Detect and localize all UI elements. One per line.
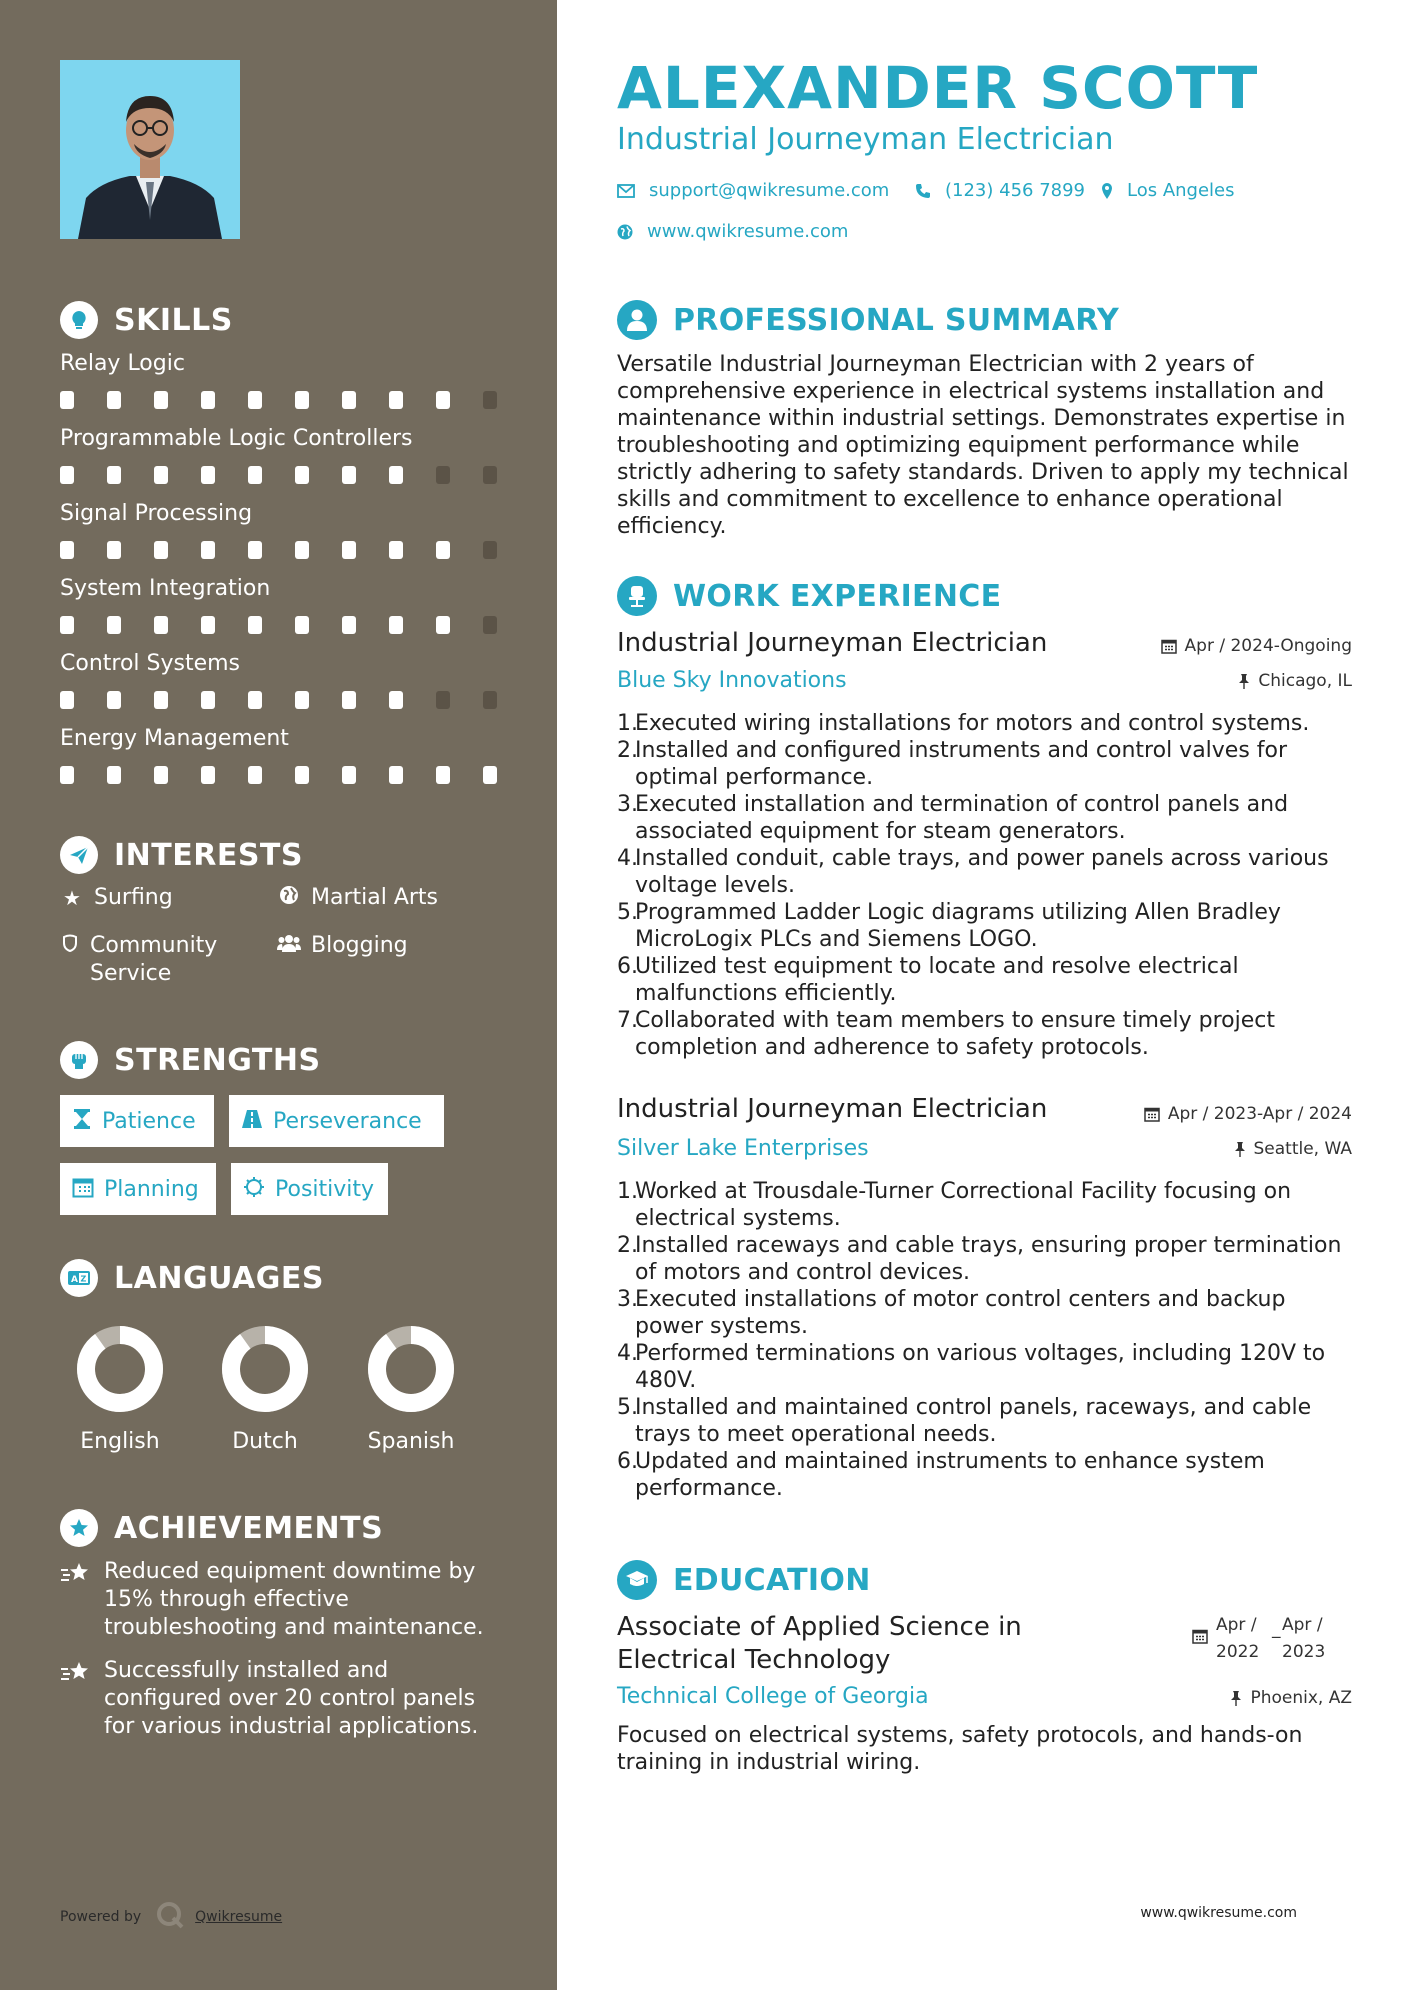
skill-rating-dot bbox=[483, 391, 497, 409]
achievement-text: Successfully installed and configured over 20 control panels for various industrial applications. bbox=[104, 1658, 479, 1739]
qwikresume-logo-icon bbox=[155, 1900, 185, 1934]
job-location-text: Seattle, WA bbox=[1253, 1139, 1352, 1159]
office-chair-icon bbox=[617, 576, 657, 616]
badge-icon bbox=[60, 932, 80, 960]
language-icon bbox=[60, 1259, 98, 1297]
main-content bbox=[617, 0, 1352, 1990]
skill-rating-dot bbox=[201, 466, 215, 484]
list-item: 5. Programmed Ladder Logic diagrams utilizing Allen Bradley MicroLogix PLCs and Siemens LOGO. bbox=[617, 900, 1281, 952]
job-dates bbox=[1144, 1104, 1352, 1124]
job-dates-text: Apr / 2023-Apr / 2024 bbox=[1167, 1104, 1352, 1124]
skill-rating-dot bbox=[201, 391, 215, 409]
skill-rating-dot bbox=[248, 391, 262, 409]
skill-rating-dot bbox=[107, 466, 121, 484]
skill-rating-dot bbox=[342, 466, 356, 484]
skill-rating-dot bbox=[60, 616, 74, 634]
shooting-star-icon bbox=[60, 1558, 92, 1642]
job-location-text: Chicago, IL bbox=[1258, 671, 1352, 691]
skill-rating bbox=[60, 766, 500, 784]
strengths-title: STRENGTHS bbox=[114, 1042, 321, 1078]
skill-rating-dot bbox=[201, 616, 215, 634]
skill-rating-dot bbox=[342, 391, 356, 409]
summary-heading bbox=[617, 300, 1119, 340]
calendar-icon bbox=[1144, 1106, 1160, 1122]
contact-website[interactable] bbox=[617, 221, 848, 242]
strength-label: Planning bbox=[104, 1176, 199, 1202]
strength-label: Patience bbox=[102, 1108, 196, 1134]
envelope-icon bbox=[617, 184, 635, 198]
skill-rating-dot bbox=[483, 691, 497, 709]
skill-rating-dot bbox=[389, 766, 403, 784]
skill-rating-dot bbox=[201, 691, 215, 709]
pushpin-icon bbox=[1234, 1141, 1246, 1157]
languages-heading bbox=[60, 1259, 324, 1297]
skill-rating-dot bbox=[389, 466, 403, 484]
degree-title: Associate of Applied Science in Electrical Technology bbox=[617, 1612, 1022, 1675]
strength-tag bbox=[60, 1095, 214, 1147]
skill-rating-dot bbox=[154, 541, 168, 559]
calendar-icon bbox=[1161, 638, 1177, 654]
language-ring bbox=[367, 1325, 455, 1413]
interest-label: Community Service bbox=[90, 933, 218, 986]
skill-rating bbox=[60, 616, 500, 634]
skill-rating-dot bbox=[201, 766, 215, 784]
skill-rating-dot bbox=[60, 391, 74, 409]
list-item: 2. Installed and configured instruments and control valves for optimal performance. bbox=[617, 738, 1288, 790]
interest-label: Surfing bbox=[94, 885, 173, 910]
list-item: 7. Collaborated with team members to ensure timely project completion and adherence to safety protocols. bbox=[617, 1008, 1275, 1060]
strength-tag bbox=[229, 1095, 444, 1147]
language-item bbox=[351, 1325, 471, 1454]
list-item: 2. Installed raceways and cable trays, ensuring proper termination of motors and control devices. bbox=[617, 1233, 1342, 1285]
list-item: 1. Executed wiring installations for motors and control systems. bbox=[617, 711, 1310, 736]
qwikresume-link[interactable]: Qwikresume bbox=[195, 1909, 283, 1925]
shooting-star-icon bbox=[60, 1657, 92, 1741]
language-ring-fill bbox=[86, 1335, 154, 1403]
skills-title: SKILLS bbox=[114, 302, 233, 338]
skill-name: System Integration bbox=[60, 576, 271, 601]
language-ring bbox=[76, 1325, 164, 1413]
skill-rating-dot bbox=[154, 766, 168, 784]
skill-rating-dot bbox=[60, 691, 74, 709]
skill-rating-dot bbox=[483, 766, 497, 784]
user-icon bbox=[617, 300, 657, 340]
language-label: English bbox=[80, 1429, 160, 1454]
interest-item bbox=[60, 884, 173, 912]
powered-by bbox=[60, 1900, 282, 1934]
school-name: Technical College of Georgia bbox=[617, 1684, 929, 1709]
profile-photo bbox=[60, 60, 240, 239]
skill-rating-dot bbox=[342, 541, 356, 559]
skill-name: Programmable Logic Controllers bbox=[60, 426, 413, 451]
trophy-star-icon bbox=[60, 1509, 98, 1547]
skill-rating-dot bbox=[248, 541, 262, 559]
language-label: Dutch bbox=[232, 1429, 298, 1454]
globe-icon bbox=[617, 224, 633, 240]
skill-rating-dot bbox=[389, 616, 403, 634]
education-title: EDUCATION bbox=[673, 1562, 871, 1598]
fist-icon bbox=[60, 1041, 98, 1079]
job-company: Silver Lake Enterprises bbox=[617, 1136, 869, 1161]
achievement-item bbox=[60, 1558, 510, 1642]
education-heading bbox=[617, 1560, 871, 1600]
skill-rating-dot bbox=[60, 466, 74, 484]
language-item bbox=[205, 1325, 325, 1454]
phone-text[interactable]: (123) 456 7899 bbox=[945, 180, 1086, 201]
skill-rating-dot bbox=[389, 391, 403, 409]
date-separator: _ bbox=[1272, 1619, 1281, 1639]
language-ring-fill bbox=[231, 1335, 299, 1403]
skills-heading bbox=[60, 301, 233, 339]
paper-plane-icon bbox=[60, 836, 98, 874]
skill-rating-dot bbox=[295, 541, 309, 559]
job-location bbox=[1238, 671, 1352, 691]
contact-email[interactable] bbox=[617, 180, 889, 201]
skill-name: Energy Management bbox=[60, 726, 289, 751]
list-item: 4. Performed terminations on various voltages, including 120V to 480V. bbox=[617, 1341, 1326, 1393]
interest-item bbox=[60, 932, 250, 988]
school-location-text: Phoenix, AZ bbox=[1250, 1688, 1352, 1708]
svg-text:Z: Z bbox=[80, 1274, 87, 1284]
location-text: Los Angeles bbox=[1127, 180, 1235, 201]
pushpin-icon bbox=[1230, 1690, 1242, 1706]
skill-name: Relay Logic bbox=[60, 351, 185, 376]
road-icon bbox=[241, 1109, 263, 1133]
achievements-title: ACHIEVEMENTS bbox=[114, 1510, 384, 1546]
job-bullets bbox=[617, 1178, 1357, 1502]
strength-tag bbox=[60, 1163, 216, 1215]
skill-rating-dot bbox=[436, 466, 450, 484]
education-description: Focused on electrical systems, safety protocols, and hands-on training in industrial wiring. bbox=[617, 1723, 1303, 1775]
skill-rating-dot bbox=[107, 391, 121, 409]
skill-rating-dot bbox=[342, 616, 356, 634]
experience-heading bbox=[617, 576, 1001, 616]
users-icon bbox=[277, 932, 301, 960]
job-title: Industrial Journeyman Electrician bbox=[617, 628, 1048, 658]
globe-icon bbox=[277, 884, 301, 912]
contact-phone[interactable] bbox=[915, 180, 1085, 201]
skill-rating-dot bbox=[107, 691, 121, 709]
skill-rating bbox=[60, 691, 500, 709]
skill-name: Signal Processing bbox=[60, 501, 253, 526]
sun-icon bbox=[243, 1176, 265, 1202]
skill-rating-dot bbox=[483, 466, 497, 484]
skill-rating-dot bbox=[154, 616, 168, 634]
calendar-icon bbox=[72, 1176, 94, 1202]
list-item: 3. Executed installations of motor control centers and backup power systems. bbox=[617, 1287, 1286, 1339]
job-bullets bbox=[617, 710, 1357, 1061]
skill-rating-dot bbox=[295, 691, 309, 709]
candidate-title: Industrial Journeyman Electrician bbox=[617, 122, 1114, 157]
list-item: 6. Updated and maintained instruments to enhance system performance. bbox=[617, 1449, 1265, 1501]
achievement-item bbox=[60, 1657, 510, 1741]
skill-rating bbox=[60, 466, 500, 484]
skill-rating-dot bbox=[248, 691, 262, 709]
skill-rating bbox=[60, 541, 500, 559]
education-dates bbox=[1192, 1612, 1332, 1666]
skill-rating-dot bbox=[60, 766, 74, 784]
list-item: 3. Executed installation and termination of control panels and associated equipment for steam generators. bbox=[617, 792, 1289, 844]
strengths-heading bbox=[60, 1041, 321, 1079]
skill-rating-dot bbox=[154, 691, 168, 709]
sidebar bbox=[0, 0, 557, 1990]
list-item: 5. Installed and maintained control panels, raceways, and cable trays to meet operational needs. bbox=[617, 1395, 1312, 1447]
achievements-heading bbox=[60, 1509, 383, 1547]
skill-rating-dot bbox=[436, 616, 450, 634]
language-ring-fill bbox=[377, 1335, 445, 1403]
skill-rating-dot bbox=[436, 766, 450, 784]
phone-icon bbox=[915, 183, 931, 199]
skill-rating-dot bbox=[295, 616, 309, 634]
interests-title: INTERESTS bbox=[114, 837, 303, 873]
education-end: Apr / 2023 bbox=[1282, 1615, 1326, 1662]
skill-rating-dot bbox=[107, 541, 121, 559]
hourglass-icon bbox=[72, 1108, 92, 1134]
skill-rating-dot bbox=[107, 766, 121, 784]
skill-rating-dot bbox=[342, 691, 356, 709]
language-label: Spanish bbox=[367, 1429, 455, 1454]
language-item bbox=[60, 1325, 180, 1454]
experience-title: WORK EXPERIENCE bbox=[673, 578, 1002, 614]
interest-label: Blogging bbox=[311, 933, 408, 958]
lightbulb-icon bbox=[60, 301, 98, 339]
strength-tag bbox=[231, 1163, 388, 1215]
skill-rating-dot bbox=[436, 541, 450, 559]
list-item: 6. Utilized test equipment to locate and resolve electrical malfunctions efficiently. bbox=[617, 954, 1239, 1006]
skill-rating-dot bbox=[107, 616, 121, 634]
pushpin-icon bbox=[1238, 673, 1250, 689]
education-start: Apr / 2022 bbox=[1216, 1615, 1260, 1662]
skill-rating-dot bbox=[154, 466, 168, 484]
summary-title: PROFESSIONAL SUMMARY bbox=[673, 302, 1120, 338]
summary-text: Versatile Industrial Journeyman Electrician with 2 years of comprehensive experience in electrical systems installation and maintenance within industrial settings. Demonstrates expertise in troubleshooting and optimizing equipment performance while strictly adhering to safety standards. Driven to apply my technical skills and commitment to excellence to enhance operational efficiency. bbox=[617, 352, 1349, 539]
interest-item bbox=[277, 884, 438, 912]
skill-rating-dot bbox=[483, 541, 497, 559]
job-title: Industrial Journeyman Electrician bbox=[617, 1094, 1048, 1124]
website-text[interactable]: www.qwikresume.com bbox=[647, 221, 849, 242]
skill-rating-dot bbox=[248, 616, 262, 634]
job-company: Blue Sky Innovations bbox=[617, 668, 847, 693]
email-text[interactable]: support@qwikresume.com bbox=[649, 180, 890, 201]
list-item: 1. Worked at Trousdale-Turner Correctional Facility focusing on electrical systems. bbox=[617, 1179, 1292, 1231]
skill-rating-dot bbox=[201, 541, 215, 559]
job-dates-text: Apr / 2024-Ongoing bbox=[1184, 636, 1352, 656]
skill-name: Control Systems bbox=[60, 651, 241, 676]
footer-website[interactable]: www.qwikresume.com bbox=[1140, 1905, 1297, 1921]
language-ring bbox=[221, 1325, 309, 1413]
skill-rating bbox=[60, 391, 500, 409]
candidate-name: ALEXANDER SCOTT bbox=[617, 54, 1259, 122]
job-dates bbox=[1161, 636, 1352, 656]
skill-rating-dot bbox=[248, 466, 262, 484]
interest-item bbox=[277, 932, 408, 960]
skill-rating-dot bbox=[389, 541, 403, 559]
svg-text:A: A bbox=[71, 1275, 78, 1285]
languages-title: LANGUAGES bbox=[114, 1260, 324, 1296]
star-icon: ★ bbox=[63, 886, 81, 910]
skill-rating-dot bbox=[248, 766, 262, 784]
graduation-cap-icon bbox=[617, 1560, 657, 1600]
skill-rating-dot bbox=[389, 691, 403, 709]
job-location bbox=[1234, 1139, 1353, 1159]
calendar-icon bbox=[1192, 1626, 1208, 1666]
achievement-text: Reduced equipment downtime by 15% through effective troubleshooting and maintenance. bbox=[104, 1559, 484, 1640]
skill-rating-dot bbox=[342, 766, 356, 784]
powered-by-text: Powered by bbox=[60, 1909, 142, 1925]
skill-rating-dot bbox=[295, 466, 309, 484]
skill-rating-dot bbox=[483, 616, 497, 634]
skill-rating-dot bbox=[295, 766, 309, 784]
skill-rating-dot bbox=[436, 691, 450, 709]
strength-label: Perseverance bbox=[273, 1108, 422, 1134]
interests-heading bbox=[60, 836, 303, 874]
strength-label: Positivity bbox=[275, 1176, 375, 1202]
skill-rating-dot bbox=[436, 391, 450, 409]
interest-label: Martial Arts bbox=[311, 885, 439, 910]
skill-rating-dot bbox=[295, 391, 309, 409]
list-item: 4. Installed conduit, cable trays, and power panels across various voltage levels. bbox=[617, 846, 1329, 898]
contact-location bbox=[1101, 180, 1235, 201]
skill-rating-dot bbox=[154, 391, 168, 409]
map-pin-icon bbox=[1101, 182, 1113, 200]
skill-rating-dot bbox=[60, 541, 74, 559]
school-location bbox=[1230, 1688, 1352, 1708]
